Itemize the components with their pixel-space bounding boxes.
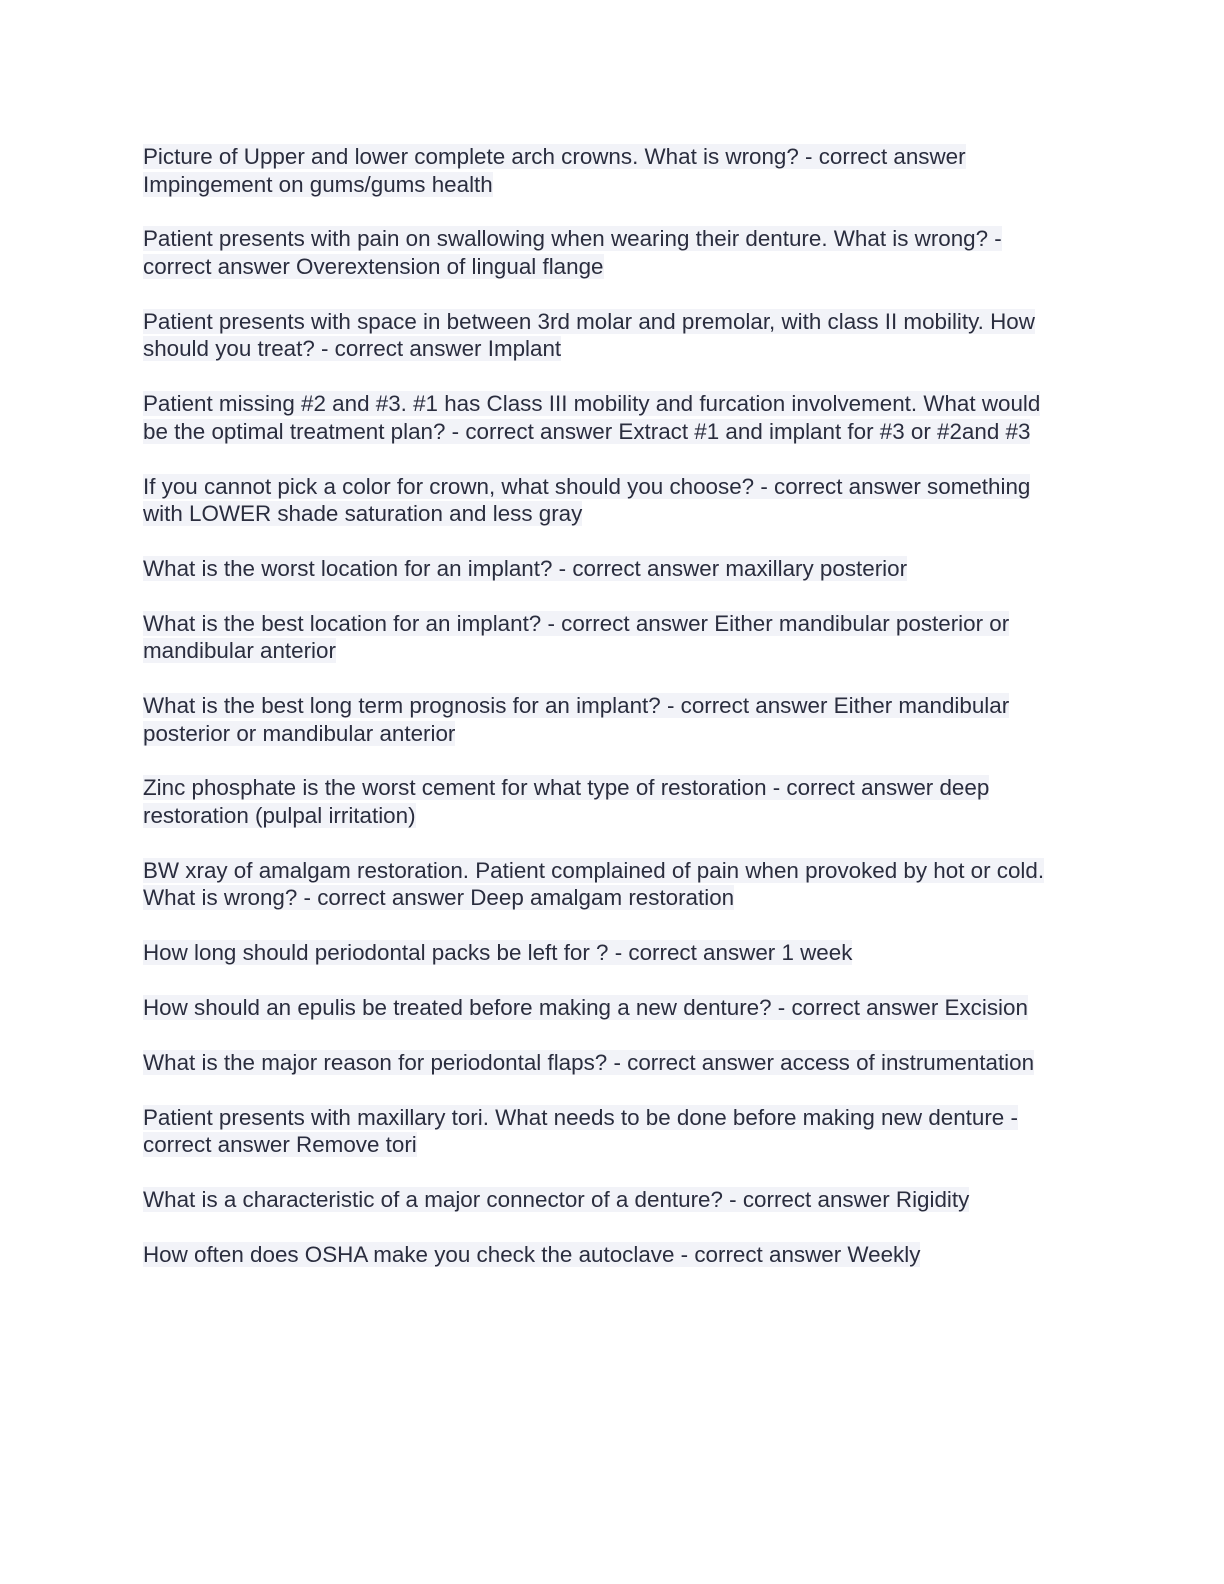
qa-item (143, 939, 1068, 967)
qa-item-text: Patient presents with pain on swallowing when wearing their denture. What is wrong? - correct answer Overextension of lingual flange (143, 226, 1002, 279)
qa-item-text: Patient presents with space in between 3rd molar and premolar, with class II mobility. How should you treat? - correct answer Implant (143, 308, 1035, 362)
qa-item-text: What is the best long term prognosis for an implant? - correct answer Either mandibular posterior or mandibular anterior (143, 693, 1010, 746)
qa-item (143, 774, 1068, 829)
qa-item-text: How long should periodontal packs be left for ? - correct answer 1 week (143, 940, 853, 966)
qa-item (143, 692, 1068, 747)
qa-item (143, 555, 1068, 583)
qa-item (143, 1049, 1068, 1077)
qa-item (143, 308, 1068, 363)
qa-item (143, 225, 1068, 280)
qa-item-text: What is the best location for an implant? - correct answer Either mandibular posterior or mandibular anterior (143, 610, 1010, 664)
qa-item (143, 390, 1068, 445)
qa-item-text: Picture of Upper and lower complete arch crowns. What is wrong? - correct answer Impingement on gums/gums health (143, 144, 966, 197)
qa-item (143, 473, 1068, 528)
qa-item (143, 1104, 1068, 1159)
qa-item-text: How should an epulis be treated before making a new denture? - correct answer Excision (143, 994, 1028, 1020)
qa-item-text: What is a characteristic of a major connector of a denture? - correct answer Rigidity (143, 1186, 970, 1212)
qa-item-text: How often does OSHA make you check the autoclave - correct answer Weekly (143, 1241, 921, 1267)
qa-item-text: Zinc phosphate is the worst cement for what type of restoration - correct answer deep restoration (pulpal irritation) (143, 775, 990, 828)
qa-item-text: If you cannot pick a color for crown, what should you choose? - correct answer something with LOWER shade saturation and less gray (143, 473, 1031, 527)
qa-item-text: What is the worst location for an implant? - correct answer maxillary posterior (143, 555, 908, 581)
qa-item-text: BW xray of amalgam restoration. Patient complained of pain when provoked by hot or cold. What is wrong? - correct answer Deep amalgam restoration (143, 857, 1045, 911)
qa-item-text: What is the major reason for periodontal flaps? - correct answer access of instrumentation (143, 1049, 1035, 1075)
qa-item-text: Patient presents with maxillary tori. What needs to be done before making new denture - correct answer Remove tori (143, 1104, 1018, 1158)
qa-item (143, 1186, 1068, 1214)
qa-item (143, 610, 1068, 665)
qa-item (143, 1241, 1068, 1269)
qa-item (143, 994, 1068, 1022)
qa-list (143, 143, 1068, 1295)
qa-item-text: Patient missing #2 and #3. #1 has Class III mobility and furcation involvement. What would be the optimal treatment plan? - correct answer Extract #1 and implant for #3 or #2and #3 (143, 391, 1041, 444)
qa-item (143, 143, 1068, 198)
qa-item (143, 857, 1068, 912)
